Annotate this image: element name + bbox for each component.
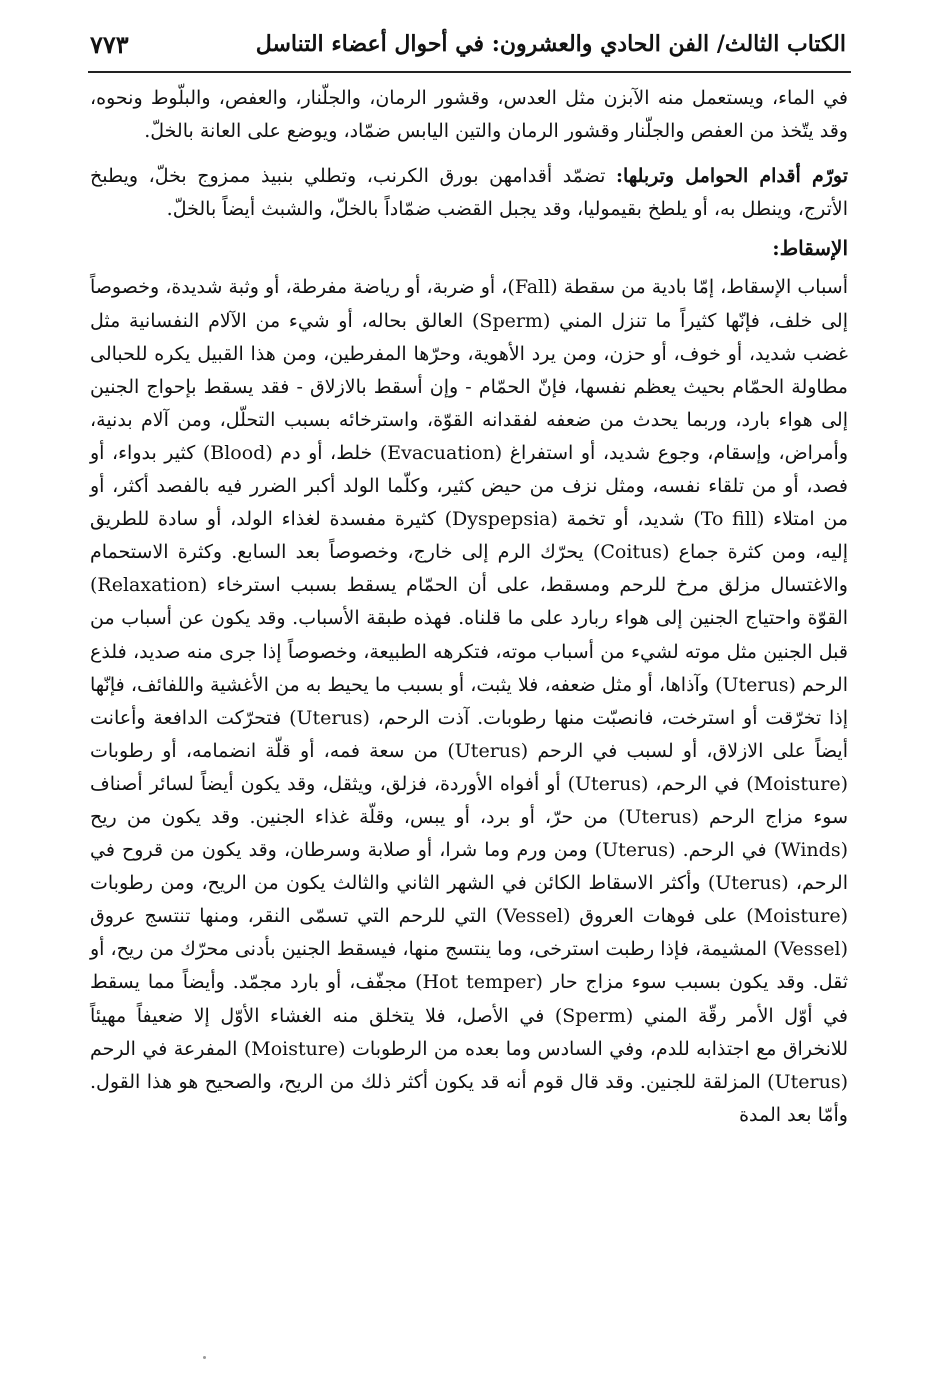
paragraph-swollen-feet — [90, 160, 848, 226]
section-paragraph: أسباب الإسقاط، إمّا بادية من سقطة (Fall)، أو ضربة، أو رياضة مفرطة، أو وثبة شديدة، وخصوصاً إلى خلف، فإنّها كثيراً ما تنزل المني (Sperm) العالق بحاله، أو شيء من الآلام النفسانية مثل غضب شديد، أو خوف، أو حزن، ومن يرد الأهوية، وحرّها المفرطين، ومن هذا القبيل يكره للحبالى مطاولة الحمّام بحيث يعظم نفسها، فإنّ الحمّام - وإن أسقط بالازلاق - فقد يسقط بإحواج الجنين إلى هواء بارد، وربما يحدث من ضعفه لفقدانه القوّة، واسترخائه بسبب التحلّل، ومن آلام بدنية، وأمراض، وإسقام، وجوع شديد، أو استفراغ (Evacuation) خلط، أو دم (Blood) كثير بدواء، أو فصد، أو من تلقاء نفسه، ومثل نزف من حيض كثير، وكلّما الولد أكبر الضرر فيه بالفصد أكثر، أو من امتلاء (To fill) شديد، أو تخمة (Dyspepsia) كثيرة مفسدة لغذاء الولد، أو سادة للطريق إليه، ومن كثرة جماع (Coitus) يحرّك الرم إلى خارج، وخصوصاً بعد السابع. وكثرة الاستحمام والاغتسال مزلق مرخ للرحم ومسقط، على أن الحمّام يسقط بسبب استرخاء (Relaxation) القوّة واحتياج الجنين إلى هواء ربارد على ما قلناه. فهذه طبقة الأسباب. وقد يكون عن أسباب من قبل الجنين مثل موته لشيء من أسباب موته، فتكرهه الطبيعة، وخصوصاً إذا جرى منه صديد، فلذع الرحم (Uterus) وآذاها، أو مثل ضعفه، فلا يثبت، أو بسبب ما يحيط به من الأغشية واللفائف، فإنّها إذا تخرّقت أو استرخت، فانصبّت منها رطوبات. آذت الرحم، (Uterus) فتحرّكت الدافعة وأعانت أيضاً على الازلاق، أو لسبب في الرحم (Uterus) من سعة فمه، أو قلّة انضمامه، أو رطوبات (Moisture) في الرحم، (Uterus) أو أفواه الأوردة، فزلق، ويثقل، وقد يكون أيضاً لسائر أصناف سوء مزاج الرحم (Uterus) من حرّ، أو برد، أو يبس، وقلّة غذاء الجنين. وقد يكون من ريح (Winds) في الرحم. (Uterus) ومن ورم وما شرا، أو صلابة وسرطان، وقد يكون من قروح في الرحم، (Uterus) وأكثر الاسقاط الكائن في الشهر الثاني والثالث يكون من الريح، ومن رطوبات (Moisture) على فوهات العروق (Vessel) التي للرحم التي تسمّى النقر، ومنها تنتسج عروق (Vessel) المشيمة، فإذا رطبت استرخى، وما ينتسج منها، فيسقط الجنين بأدنى محرّك من ريح، أو ثقل. وقد يكون بسبب سوء مزاج حار (Hot temper) مجفّف، أو بارد مجمّد. وأيضاً مما يسقط في أوّل الأمر رقّة المني (Sperm) في الأصل، فلا يتخلق منه الغشاء الأوّل إلا ضعيفاً مهيئاً للانخراق مع اجتذابه للدم، وفي السادس وما بعده من الرطوبات (Moisture) المفرعة في الرحم (Uterus) المزلقة للجنين. وقد قال قوم أنه قد يكون أكثر ذلك من الريح، والصحيح هو هذا القول. وأمّا بعد المدة — [90, 276, 849, 1126]
page-number: ٧٧٣ — [90, 29, 129, 59]
speck-mark — [203, 1356, 206, 1359]
paragraph-continuation: في الماء، ويستعمل منه الآبزن مثل العدس، وقشور الرمان، والجلّنار، والعفص، والبلّوط ونحوه، وقد يتّخذ من العفص والجلّنار وقشور الرمان والتين اليابس ضمّاد، ويوضع على العانة بالخلّ. — [90, 87, 848, 143]
running-title: الكتاب الثالث/ الفن الحادي والعشرون: في أحوال أعضاء التناسل — [255, 31, 846, 57]
paragraph-text: تضمّد أقدامهن بورق الكرنب، وتطلي بنبيذ ممزوج بخلّ، ويطبخ الأترج، وينطل به، أو يلطخ بقيموليا، وقد يجبل القضب ضمّاداً بالخلّ، والشبث أيضاً بالخلّ. — [90, 165, 848, 221]
page-body — [90, 82, 848, 1132]
header-rule — [88, 71, 851, 73]
paragraph-lead: تورّم أقدام الحوامل وتربلها: — [616, 165, 849, 188]
page-header — [90, 22, 846, 66]
section-heading: الإسقاط: — [772, 236, 848, 261]
